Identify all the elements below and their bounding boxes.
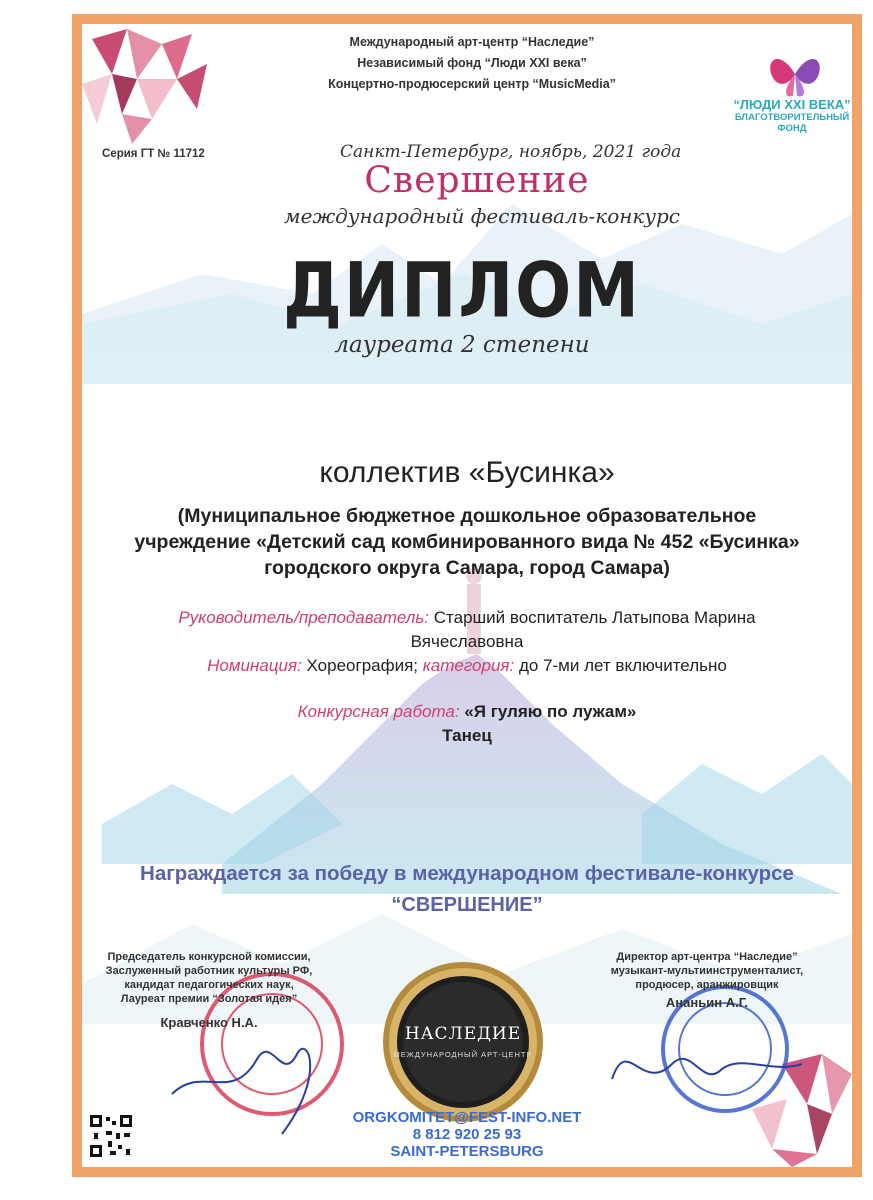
medal-title: НАСЛЕДИЕ <box>404 1024 522 1044</box>
leader-row-continued <box>112 630 822 654</box>
institution-line: (Муниципальное бюджетное дошкольное образовательное <box>177 505 757 527</box>
signature-left-name: Кравченко Н.А. <box>160 1015 258 1030</box>
diploma-title: ДИПЛОМ <box>283 246 641 335</box>
leader-row <box>112 606 822 630</box>
fund-butterfly-logo <box>760 44 830 104</box>
fund-title-line: “ЛЮДИ XXI ВЕКА” <box>733 97 851 112</box>
contacts-block <box>332 1109 602 1160</box>
institution-line: городского округа Самара, город Самара) <box>264 557 670 579</box>
work-genre: Танец <box>442 726 492 745</box>
recipient-institution <box>112 503 822 581</box>
signature-left-line: кандидат педагогических наук, <box>124 979 294 991</box>
festival-name: Свершение <box>364 160 590 201</box>
work-row <box>112 700 822 724</box>
signature-right-line: Директор арт-центра “Наследие” <box>616 951 798 963</box>
institution-line: учреждение «Детский сад комбинированного вида № 452 «Бусинка» <box>134 531 800 553</box>
signature-left-line: Лауреат премии “Золотая идея” <box>120 993 298 1005</box>
work-label: Конкурсная работа: <box>297 702 460 721</box>
award-festival-name: “СВЕРШЕНИЕ” <box>391 894 543 916</box>
category-value: до 7-ми лет включительно <box>518 656 727 675</box>
contact-phone: 8 812 920 25 93 <box>412 1126 522 1143</box>
medal-subtitle: МЕЖДУНАРОДНЫЙ АРТ-ЦЕНТР <box>393 1050 533 1059</box>
signature-left-block <box>94 950 324 1030</box>
signature-left-line: Председатель конкурсной комиссии, <box>107 951 311 963</box>
triangle-pattern-top-left <box>82 29 207 144</box>
signature-right-block <box>597 950 817 1010</box>
category-label: категория: <box>422 656 515 675</box>
nomination-row <box>112 654 822 678</box>
festival-place-date: Санкт-Петербург, ноябрь, 2021 года <box>340 142 682 162</box>
signature-left-line: Заслуженный работник культуры РФ, <box>105 965 313 977</box>
fund-title <box>712 97 862 134</box>
festival-subtitle: международный фестиваль-конкурс <box>284 204 680 228</box>
leader-value: Старший воспитатель Латыпова Марина <box>433 608 756 627</box>
diploma-frame <box>72 14 862 1177</box>
series-number: Серия ГТ № 11712 <box>102 148 205 160</box>
fund-title-line: ФОНД <box>777 123 807 134</box>
organizers-block <box>252 32 692 95</box>
signature-right-name: Ананьин А.Г. <box>665 995 749 1010</box>
fund-title-line: БЛАГОТВОРИТЕЛЬНЫЙ <box>734 112 850 123</box>
nomination-value: Хореография; <box>306 656 419 675</box>
recipient-collective: коллектив «Бусинка» <box>319 456 615 489</box>
leader-label: Руководитель/преподаватель: <box>178 608 430 627</box>
signature-right-line: продюсер, аранжировщик <box>635 979 779 991</box>
organizer-line: Концертно-продюсерский центр “MusicMedia” <box>328 77 616 91</box>
organizer-line: Независимый фонд “Люди XXI века” <box>357 56 587 70</box>
contact-city: SAINT-PETERSBURG <box>390 1143 544 1160</box>
work-value: «Я гуляю по лужам» <box>464 702 637 721</box>
contact-email: ORGKOMITET@FEST-INFO.NET <box>352 1109 582 1126</box>
triangle-pattern-bottom-right <box>752 1054 852 1167</box>
qr-code-icon <box>88 1113 134 1159</box>
diploma-degree: лауреата 2 степени <box>334 332 590 358</box>
leader-value-continued: Вячеславовна <box>410 632 524 651</box>
signature-right-line: музыкант-мультиинструменталист, <box>610 965 804 977</box>
nomination-label: Номинация: <box>207 656 302 675</box>
organizer-line: Международный арт-центр “Наследие” <box>349 35 595 49</box>
award-text: Награждается за победу в международном фестивале-конкурсе <box>140 862 794 885</box>
